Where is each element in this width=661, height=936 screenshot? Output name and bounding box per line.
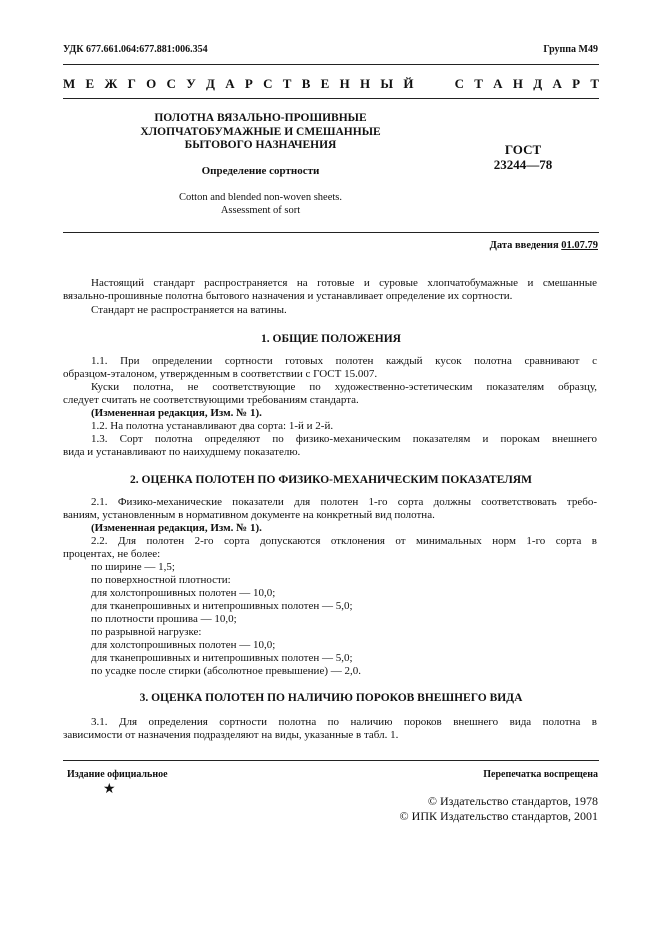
paragraph-line: следует считать не соответствующими требованиям стандарта. — [63, 394, 359, 406]
gost-label: ГОСТ — [504, 142, 542, 157]
paragraph-line: 1.3. Сорт полотна определяют по физико-механическим показателям и порокам внешнего — [91, 433, 597, 445]
banner-letter: С — [263, 76, 273, 91]
banner-letter: Д — [206, 76, 215, 91]
banner-letter: У — [186, 76, 196, 91]
paragraph-line: 2.1. Физико-механические показатели для полотен 1-го сорта должны соответствовать требо- — [91, 496, 597, 508]
banner-letter: А — [225, 76, 235, 91]
gost-number: 23244—78 — [493, 157, 553, 172]
english-title-line: Assessment of sort — [220, 205, 301, 216]
english-title — [63, 191, 458, 217]
official-edition-label: Издание официальное — [67, 769, 168, 780]
title-line: ХЛОПЧАТОБУМАЖНЫЕ И СМЕШАННЫЕ — [140, 125, 381, 138]
amendment-note: (Измененная редакция, Изм. № 1). — [91, 407, 262, 419]
banner-letter: Н — [512, 76, 523, 91]
banner-letter: А — [493, 76, 503, 91]
document-title — [63, 112, 458, 153]
paragraph-line: образцом-эталоном, утвержденным в соответствии с ГОСТ 15.007. — [63, 368, 378, 380]
banner-letter: Е — [320, 76, 330, 91]
paragraph-line: 1.2. На полотна устанавливают два сорта: 1-й и 2-й. — [91, 420, 334, 432]
udk-code: УДК 677.661.064:677.881:006.354 — [63, 44, 208, 55]
banner-letter: С — [166, 76, 176, 91]
date-label: Дата введения — [489, 240, 559, 251]
banner-letter: Ж — [104, 76, 118, 91]
paragraph-line: зависимости от назначения подразделяют на виды, указанные в табл. 1. — [63, 729, 399, 741]
paragraph-line: Куски полотна, не соответствующие по художественно-эстетическим показателям образцу, — [91, 381, 597, 393]
copyright-line: © Издательство стандартов, 1978 — [427, 794, 598, 808]
list-item: по разрывной нагрузке: — [91, 626, 202, 638]
intro-paragraph-line: вязально-прошивные полотна бытового назначения и устанавливает определение их сортности. — [63, 290, 513, 302]
paragraph-line: 3.1. Для определения сортности полотна по наличию пороков внешнего вида полотна в — [91, 716, 597, 728]
document-subtitle: Определение сортности — [201, 165, 320, 177]
top-rule — [63, 64, 599, 65]
banner-letter: Й — [403, 76, 414, 91]
english-title-line: Cotton and blended non-woven sheets. — [178, 192, 342, 203]
list-item: по ширине — 1,5; — [91, 561, 175, 573]
intro-paragraph-line: Настоящий стандарт распространяется на готовые и суровые хлопчатобумажные и смешанные — [91, 277, 597, 289]
banner-letter: Р — [244, 76, 253, 91]
banner-letter: Р — [572, 76, 581, 91]
banner-letter: Ы — [380, 76, 394, 91]
introduction-date — [490, 240, 598, 251]
list-item: по плотности прошива — 10,0; — [91, 613, 237, 625]
banner-letter: С — [454, 76, 464, 91]
banner-letter: Т — [474, 76, 483, 91]
section-heading-2: 2. ОЦЕНКА ПОЛОТЕН ПО ФИЗИКО-МЕХАНИЧЕСКИМ ПОКАЗАТЕЛЯМ — [130, 474, 532, 486]
date-value: 01.07.79 — [561, 240, 598, 251]
banner-letter: Н — [339, 76, 350, 91]
paragraph-line: вида и устанавливают по наихудшему показателю. — [63, 446, 301, 458]
list-item: для холстопрошивных полотен — 10,0; — [91, 639, 276, 651]
banner-letter: М — [63, 76, 76, 91]
banner-letter: Г — [127, 76, 136, 91]
banner-letter: Т — [282, 76, 292, 91]
banner-rule — [63, 98, 599, 99]
title-line: ПОЛОТНА ВЯЗАЛЬНО-ПРОШИВНЫЕ — [154, 112, 367, 124]
star-icon: ★ — [103, 782, 116, 797]
paragraph-line: ваниям, установленным в нормативном документе на конкретный вид полотна. — [63, 509, 435, 521]
gost-designation — [468, 142, 578, 172]
paragraph-line: 1.1. При определении сортности готовых полотен каждый кусок полотна сравнивают с — [91, 355, 597, 367]
intro-paragraph-line: Стандарт не распространяется на ватины. — [91, 304, 287, 316]
banner-letter: Е — [85, 76, 95, 91]
paragraph-line: 2.2. Для полотен 2-го сорта допускаются отклонения от минимальных норм 1-го сорта в — [91, 535, 597, 547]
standard-banner — [63, 74, 599, 94]
banner-letter: Д — [533, 76, 543, 91]
section-heading-1: 1. ОБЩИЕ ПОЛОЖЕНИЯ — [261, 333, 401, 345]
banner-letter: О — [146, 76, 157, 91]
list-item: для холстопрошивных полотен — 10,0; — [91, 587, 276, 599]
copyright-line: © ИПК Издательство стандартов, 2001 — [399, 809, 598, 823]
date-rule — [63, 232, 599, 233]
list-item: по поверхностной плотности: — [91, 574, 231, 586]
paragraph-line: процентах, не более: — [63, 548, 161, 560]
list-item: для тканепрошивных и нитепрошивных полотен — 5,0; — [91, 600, 353, 612]
banner-letter: Т — [590, 76, 599, 91]
title-line: БЫТОВОГО НАЗНАЧЕНИЯ — [184, 139, 337, 151]
list-item: для тканепрошивных и нитепрошивных полотен — 5,0; — [91, 652, 353, 664]
footer-rule — [63, 760, 599, 761]
amendment-note: (Измененная редакция, Изм. № 1). — [91, 522, 262, 534]
list-item: по усадке после стирки (абсолютное превышение) — 2,0. — [91, 665, 361, 677]
banner-letter: А — [552, 76, 562, 91]
banner-letter: Н — [359, 76, 371, 91]
reprint-prohibited-label: Перепечатка воспрещена — [483, 769, 598, 780]
group-code: Группа М49 — [543, 44, 598, 55]
banner-letter: В — [301, 76, 311, 91]
section-heading-3: 3. ОЦЕНКА ПОЛОТЕН ПО НАЛИЧИЮ ПОРОКОВ ВНЕШНЕГО ВИДА — [139, 692, 523, 704]
